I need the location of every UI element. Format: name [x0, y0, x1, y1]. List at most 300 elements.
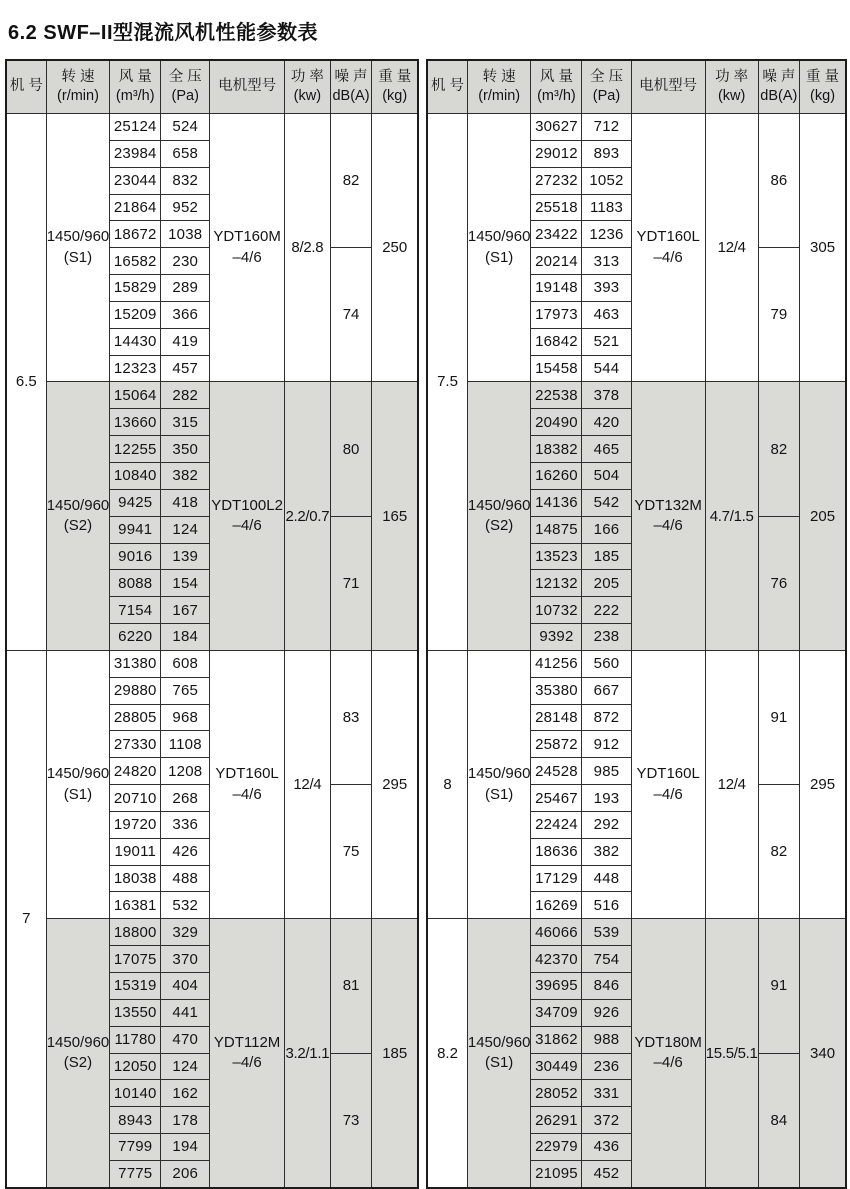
flow-cell: 18672 [110, 221, 161, 248]
column-header-line: 噪 声 [334, 68, 368, 85]
noise-high-cell: 82 [758, 382, 800, 516]
column-header-flow [110, 60, 161, 114]
pressure-cell: 912 [582, 731, 631, 758]
noise-high-cell: 83 [330, 650, 372, 784]
column-header-weight [800, 60, 846, 114]
flow-cell: 16269 [531, 892, 582, 919]
flow-cell: 19148 [531, 275, 582, 302]
table-row [427, 650, 846, 677]
pressure-cell: 206 [161, 1160, 210, 1187]
pressure-cell: 205 [582, 570, 631, 597]
header-row [6, 60, 418, 114]
column-header-line: dB(A) [332, 88, 370, 104]
flow-cell: 9941 [110, 516, 161, 543]
flow-cell: 12255 [110, 436, 161, 463]
speed-line: 1450/960 [467, 228, 531, 246]
speed-line: 1450/960 [46, 1033, 110, 1051]
flow-cell: 26291 [531, 1107, 582, 1134]
flow-cell: 9016 [110, 543, 161, 570]
flow-cell: 21095 [531, 1160, 582, 1187]
pressure-cell: 754 [582, 946, 631, 973]
machine-number-cell: 7 [6, 650, 46, 1187]
motor-model-line: –4/6 [232, 1054, 262, 1072]
flow-cell: 30449 [531, 1053, 582, 1080]
pressure-cell: 560 [582, 650, 631, 677]
noise-low-cell: 73 [330, 1053, 372, 1188]
pressure-cell: 420 [582, 409, 631, 436]
pressure-cell: 926 [582, 999, 631, 1026]
flow-cell: 18038 [110, 865, 161, 892]
pressure-cell: 872 [582, 704, 631, 731]
flow-cell: 25518 [531, 194, 582, 221]
speed-cell [467, 114, 531, 382]
pressure-cell: 350 [161, 436, 210, 463]
column-header-pressure [582, 60, 631, 114]
motor-model-line: YDT112M [213, 1033, 281, 1051]
pressure-cell: 178 [161, 1107, 210, 1134]
pressure-cell: 404 [161, 973, 210, 1000]
table-row [6, 382, 418, 409]
column-header-weight [372, 60, 418, 114]
flow-cell: 28052 [531, 1080, 582, 1107]
machine-number-cell: 7.5 [427, 114, 467, 651]
column-header-line: 风 量 [118, 68, 152, 85]
flow-cell: 12132 [531, 570, 582, 597]
noise-high-cell: 82 [330, 114, 372, 248]
pressure-cell: 124 [161, 1053, 210, 1080]
pressure-cell: 470 [161, 1026, 210, 1053]
table-row [6, 919, 418, 946]
flow-cell: 19011 [110, 838, 161, 865]
pressure-cell: 238 [582, 624, 631, 651]
motor-model-line: –4/6 [653, 248, 683, 266]
flow-cell: 11780 [110, 1026, 161, 1053]
pressure-cell: 289 [161, 275, 210, 302]
flow-cell: 10840 [110, 462, 161, 489]
motor-model-cell [631, 919, 705, 1188]
power-cell: 12/4 [705, 114, 758, 382]
pressure-cell: 1108 [161, 731, 210, 758]
pressure-cell: 832 [161, 167, 210, 194]
pressure-cell: 658 [161, 140, 210, 167]
flow-cell: 27330 [110, 731, 161, 758]
pressure-cell: 712 [582, 114, 631, 141]
flow-cell: 34709 [531, 999, 582, 1026]
pressure-cell: 765 [161, 677, 210, 704]
pressure-cell: 222 [582, 597, 631, 624]
pressure-cell: 162 [161, 1080, 210, 1107]
pressure-cell: 382 [582, 838, 631, 865]
column-header-line: 全 压 [168, 68, 202, 85]
table-row [6, 114, 418, 141]
pressure-cell: 436 [582, 1134, 631, 1161]
flow-cell: 14875 [531, 516, 582, 543]
speed-cell [467, 919, 531, 1188]
flow-cell: 17075 [110, 946, 161, 973]
pressure-cell: 336 [161, 811, 210, 838]
flow-cell: 31380 [110, 650, 161, 677]
pressure-cell: 952 [161, 194, 210, 221]
weight-cell: 295 [800, 650, 846, 918]
noise-high-cell: 91 [758, 919, 800, 1053]
flow-cell: 15829 [110, 275, 161, 302]
flow-cell: 24528 [531, 758, 582, 785]
flow-cell: 18636 [531, 838, 582, 865]
flow-cell: 7775 [110, 1160, 161, 1187]
noise-high-cell: 81 [330, 919, 372, 1053]
noise-high-cell: 80 [330, 382, 372, 516]
pressure-cell: 988 [582, 1026, 631, 1053]
flow-cell: 16582 [110, 248, 161, 275]
column-header-line: (kg) [382, 88, 408, 104]
pressure-cell: 448 [582, 865, 631, 892]
column-header-flow [531, 60, 582, 114]
weight-cell: 250 [372, 114, 418, 382]
header-row [427, 60, 846, 114]
pressure-cell: 313 [582, 248, 631, 275]
weight-cell: 340 [800, 919, 846, 1188]
flow-cell: 20490 [531, 409, 582, 436]
flow-cell: 15209 [110, 301, 161, 328]
pressure-cell: 139 [161, 543, 210, 570]
column-header-line: (kg) [810, 88, 836, 104]
speed-line: (S1) [63, 785, 93, 803]
flow-cell: 30627 [531, 114, 582, 141]
flow-cell: 24820 [110, 758, 161, 785]
pressure-cell: 194 [161, 1134, 210, 1161]
pressure-cell: 329 [161, 919, 210, 946]
column-header-line: 转 速 [61, 68, 95, 85]
pressure-cell: 1236 [582, 221, 631, 248]
pressure-cell: 504 [582, 462, 631, 489]
column-header-line: 风 量 [539, 68, 573, 85]
weight-cell: 305 [800, 114, 846, 382]
speed-line: 1450/960 [46, 765, 110, 783]
performance-table-left [5, 59, 419, 1189]
column-header-noise [330, 60, 372, 114]
flow-cell: 7154 [110, 597, 161, 624]
column-header-line: (Pa) [171, 88, 199, 104]
column-header-line: (r/min) [57, 88, 99, 104]
flow-cell: 25124 [110, 114, 161, 141]
column-header-machine-no [6, 60, 46, 114]
flow-cell: 8088 [110, 570, 161, 597]
pressure-cell: 532 [161, 892, 210, 919]
pressure-cell: 331 [582, 1080, 631, 1107]
flow-cell: 23984 [110, 140, 161, 167]
flow-cell: 10140 [110, 1080, 161, 1107]
pressure-cell: 268 [161, 785, 210, 812]
motor-model-line: –4/6 [232, 785, 262, 803]
motor-model-cell [631, 650, 705, 918]
pressure-cell: 1183 [582, 194, 631, 221]
motor-model-cell [631, 382, 705, 650]
pressure-cell: 166 [582, 516, 631, 543]
pressure-cell: 521 [582, 328, 631, 355]
noise-low-cell: 71 [330, 516, 372, 650]
flow-cell: 46066 [531, 919, 582, 946]
column-header-line: (Pa) [592, 88, 621, 104]
pressure-cell: 393 [582, 275, 631, 302]
speed-cell [46, 114, 110, 382]
table-row [427, 382, 846, 409]
flow-cell: 18382 [531, 436, 582, 463]
column-header-motor-model [631, 60, 705, 114]
pressure-cell: 167 [161, 597, 210, 624]
pressure-cell: 667 [582, 677, 631, 704]
flow-cell: 10732 [531, 597, 582, 624]
flow-cell: 16842 [531, 328, 582, 355]
pressure-cell: 193 [582, 785, 631, 812]
pressure-cell: 185 [582, 543, 631, 570]
speed-line: (S1) [484, 1054, 514, 1072]
motor-model-line: YDT160L [215, 765, 279, 783]
pressure-cell: 985 [582, 758, 631, 785]
column-header-machine-no [427, 60, 467, 114]
pressure-cell: 1052 [582, 167, 631, 194]
performance-table-right [426, 59, 847, 1189]
pressure-cell: 382 [161, 462, 210, 489]
power-cell: 4.7/1.5 [705, 382, 758, 650]
machine-number-cell: 6.5 [6, 114, 46, 651]
flow-cell: 23044 [110, 167, 161, 194]
column-header-line: (kw) [717, 88, 746, 104]
flow-cell: 13523 [531, 543, 582, 570]
flow-cell: 28148 [531, 704, 582, 731]
column-header-speed [467, 60, 531, 114]
motor-model-line: –4/6 [232, 517, 262, 535]
flow-cell: 25467 [531, 785, 582, 812]
column-header-line: 功 率 [290, 68, 324, 85]
table-row [6, 650, 418, 677]
speed-cell [467, 382, 531, 650]
pressure-cell: 236 [582, 1053, 631, 1080]
pressure-cell: 539 [582, 919, 631, 946]
flow-cell: 22538 [531, 382, 582, 409]
noise-low-cell: 82 [758, 785, 800, 919]
column-header-line: 机 号 [430, 78, 465, 95]
pressure-cell: 1038 [161, 221, 210, 248]
motor-model-line: YDT100L2 [211, 496, 283, 514]
motor-model-line: –4/6 [653, 517, 683, 535]
pressure-cell: 292 [582, 811, 631, 838]
speed-line: (S1) [484, 785, 514, 803]
power-cell: 8/2.8 [284, 114, 330, 382]
pressure-cell: 968 [161, 704, 210, 731]
speed-line: (S2) [63, 517, 93, 535]
column-header-speed [46, 60, 110, 114]
flow-cell: 27232 [531, 167, 582, 194]
pressure-cell: 154 [161, 570, 210, 597]
machine-number-cell: 8 [427, 650, 467, 918]
speed-cell [46, 650, 110, 918]
column-header-line: dB(A) [760, 88, 798, 104]
motor-model-line: –4/6 [653, 1054, 683, 1072]
weight-cell: 185 [372, 919, 418, 1188]
flow-cell: 25872 [531, 731, 582, 758]
pressure-cell: 370 [161, 946, 210, 973]
flow-cell: 12050 [110, 1053, 161, 1080]
noise-low-cell: 76 [758, 516, 800, 650]
motor-model-line: –4/6 [653, 785, 683, 803]
flow-cell: 13550 [110, 999, 161, 1026]
pressure-cell: 124 [161, 516, 210, 543]
noise-low-cell: 79 [758, 248, 800, 382]
flow-cell: 39695 [531, 973, 582, 1000]
motor-model-cell [210, 382, 285, 650]
flow-cell: 15458 [531, 355, 582, 382]
motor-model-line: YDT160M [213, 228, 281, 246]
flow-cell: 31862 [531, 1026, 582, 1053]
table-row [427, 919, 846, 946]
motor-model-line: YDT180M [634, 1033, 702, 1051]
pressure-cell: 457 [161, 355, 210, 382]
pressure-cell: 452 [582, 1160, 631, 1187]
pressure-cell: 608 [161, 650, 210, 677]
machine-number-cell: 8.2 [427, 919, 467, 1188]
column-header-line: 噪 声 [762, 68, 796, 85]
speed-line: (S2) [63, 1054, 93, 1072]
motor-model-line: YDT132M [634, 496, 702, 514]
flow-cell: 9425 [110, 489, 161, 516]
flow-cell: 8943 [110, 1107, 161, 1134]
flow-cell: 6220 [110, 624, 161, 651]
speed-line: 1450/960 [467, 1033, 531, 1051]
flow-cell: 29012 [531, 140, 582, 167]
speed-line: 1450/960 [46, 496, 110, 514]
flow-cell: 15319 [110, 973, 161, 1000]
weight-cell: 165 [372, 382, 418, 650]
column-header-line: 机 号 [9, 78, 43, 95]
weight-cell: 205 [800, 382, 846, 650]
speed-line: (S2) [484, 517, 514, 535]
pressure-cell: 893 [582, 140, 631, 167]
flow-cell: 22979 [531, 1134, 582, 1161]
flow-cell: 23422 [531, 221, 582, 248]
speed-line: (S1) [63, 248, 93, 266]
pressure-cell: 846 [582, 973, 631, 1000]
flow-cell: 22424 [531, 811, 582, 838]
column-header-line: 重 量 [806, 68, 840, 85]
flow-cell: 20710 [110, 785, 161, 812]
flow-cell: 16381 [110, 892, 161, 919]
pressure-cell: 426 [161, 838, 210, 865]
flow-cell: 14136 [531, 489, 582, 516]
pressure-cell: 544 [582, 355, 631, 382]
pressure-cell: 465 [582, 436, 631, 463]
speed-line: 1450/960 [467, 765, 531, 783]
speed-line: 1450/960 [467, 496, 531, 514]
flow-cell: 17973 [531, 301, 582, 328]
speed-line: 1450/960 [46, 228, 110, 246]
flow-cell: 42370 [531, 946, 582, 973]
pressure-cell: 230 [161, 248, 210, 275]
column-header-line: (kw) [293, 88, 322, 104]
noise-low-cell: 75 [330, 785, 372, 919]
pressure-cell: 372 [582, 1107, 631, 1134]
column-header-noise [758, 60, 800, 114]
noise-high-cell: 91 [758, 650, 800, 784]
flow-cell: 13660 [110, 409, 161, 436]
pressure-cell: 378 [582, 382, 631, 409]
flow-cell: 19720 [110, 811, 161, 838]
motor-model-cell [631, 114, 705, 382]
weight-cell: 295 [372, 650, 418, 918]
speed-line: (S1) [484, 248, 514, 266]
power-cell: 12/4 [705, 650, 758, 918]
column-header-line: (r/min) [478, 88, 521, 104]
column-header-line: 功 率 [715, 68, 749, 85]
page-title: 6.2 SWF–II型混流风机性能参数表 [8, 22, 319, 44]
speed-cell [46, 919, 110, 1188]
table-row [427, 114, 846, 141]
column-header-line: 电机型号 [218, 78, 277, 95]
noise-high-cell: 86 [758, 114, 800, 248]
column-header-line: 转 速 [482, 68, 516, 85]
column-header-motor-model [210, 60, 285, 114]
flow-cell: 12323 [110, 355, 161, 382]
power-cell: 2.2/0.7 [284, 382, 330, 650]
motor-model-cell [210, 650, 285, 918]
column-header-line: 全 压 [589, 68, 623, 85]
pressure-cell: 419 [161, 328, 210, 355]
flow-cell: 9392 [531, 624, 582, 651]
speed-cell [46, 382, 110, 650]
pressure-cell: 366 [161, 301, 210, 328]
pressure-cell: 542 [582, 489, 631, 516]
column-header-power [284, 60, 330, 114]
noise-low-cell: 74 [330, 248, 372, 382]
motor-model-line: YDT160L [636, 765, 700, 783]
column-header-pressure [161, 60, 210, 114]
pressure-cell: 463 [582, 301, 631, 328]
motor-model-cell [210, 919, 285, 1188]
pressure-cell: 524 [161, 114, 210, 141]
flow-cell: 41256 [531, 650, 582, 677]
pressure-cell: 418 [161, 489, 210, 516]
power-cell: 3.2/1.1 [284, 919, 330, 1188]
tables-container [5, 59, 847, 1189]
motor-model-cell [210, 114, 285, 382]
flow-cell: 18800 [110, 919, 161, 946]
motor-model-line: –4/6 [232, 248, 262, 266]
flow-cell: 16260 [531, 462, 582, 489]
flow-cell: 20214 [531, 248, 582, 275]
pressure-cell: 488 [161, 865, 210, 892]
pressure-cell: 441 [161, 999, 210, 1026]
flow-cell: 17129 [531, 865, 582, 892]
pressure-cell: 315 [161, 409, 210, 436]
motor-model-line: YDT160L [636, 228, 700, 246]
flow-cell: 21864 [110, 194, 161, 221]
speed-cell [467, 650, 531, 918]
flow-cell: 28805 [110, 704, 161, 731]
power-cell: 12/4 [284, 650, 330, 918]
pressure-cell: 1208 [161, 758, 210, 785]
pressure-cell: 516 [582, 892, 631, 919]
column-header-line: (m³/h) [537, 88, 576, 104]
power-cell: 15.5/5.1 [705, 919, 758, 1188]
column-header-line: (m³/h) [115, 88, 155, 104]
column-header-line: 电机型号 [639, 78, 698, 95]
flow-cell: 14430 [110, 328, 161, 355]
noise-low-cell: 84 [758, 1053, 800, 1188]
flow-cell: 29880 [110, 677, 161, 704]
pressure-cell: 184 [161, 624, 210, 651]
pressure-cell: 282 [161, 382, 210, 409]
flow-cell: 7799 [110, 1134, 161, 1161]
column-header-power [705, 60, 758, 114]
